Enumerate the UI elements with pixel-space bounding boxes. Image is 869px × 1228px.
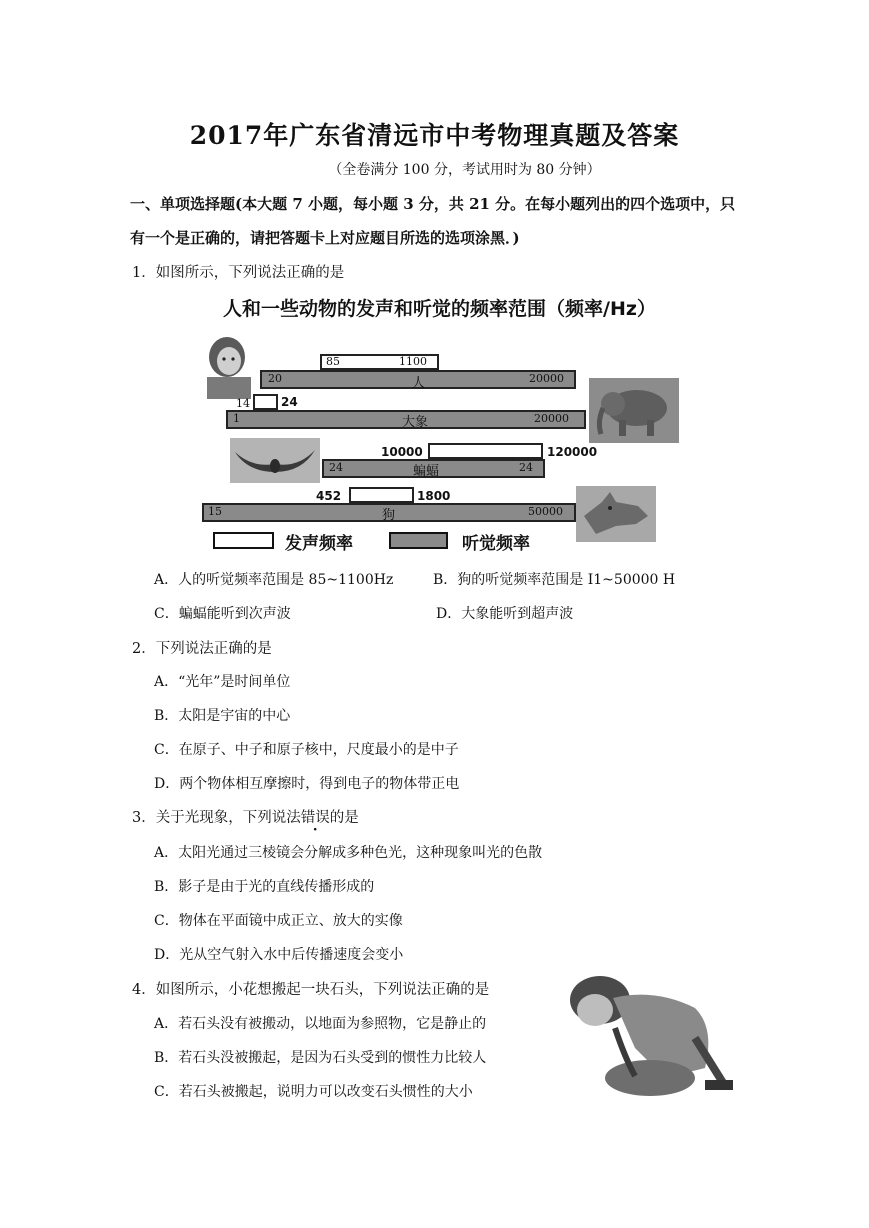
legend-hear-label: 听觉频率 [462, 534, 530, 554]
question-2-stem: 2．下列说法正确的是 [132, 641, 272, 657]
dog-photo [576, 486, 656, 542]
q4-option-c: C．若石头被搬起，说明力可以改变石头惯性的大小 [154, 1084, 473, 1100]
human-hear-low: 20 [268, 372, 282, 385]
q3-option-d: D．光从空气射入水中后传播速度会变小 [154, 947, 404, 963]
legend-hear-swatch [389, 532, 448, 549]
dog-hear-high: 50000 [528, 505, 563, 518]
elephant-hear-low: 1 [233, 412, 240, 425]
q4-option-b: B．若石头没被搬起，是因为石头受到的惯性力比较人 [154, 1050, 487, 1066]
q3-stem-emphasis: 错误 [300, 810, 330, 826]
q2-option-c: C．在原子、中子和原子核中，尺度最小的是中子 [154, 742, 459, 758]
bat-hear-low: 24 [329, 461, 343, 474]
bat-hear-high: 24 [519, 461, 533, 474]
figure-title: 人和一些动物的发声和听觉的频率范围（频率/Hz） [223, 298, 656, 320]
elephant-label: 大象 [402, 415, 429, 430]
human-sound-low: 85 [326, 355, 340, 368]
dog-sound-low: 452 [316, 489, 342, 503]
bat-sound-bar [428, 443, 543, 459]
legend-sound-swatch [213, 532, 274, 549]
q2-option-d: D．两个物体相互摩擦时，得到电子的物体带正电 [154, 776, 460, 792]
q3-stem-pre: 3．关于光现象，下列说法 [132, 810, 301, 826]
dog-label: 狗 [382, 508, 396, 523]
bat-label: 蝙蝠 [413, 464, 440, 479]
human-hear-high: 20000 [529, 372, 564, 385]
human-label: 人 [412, 376, 426, 391]
human-sound-high: 1100 [399, 355, 427, 368]
q3-stem-post: 的是 [329, 810, 359, 826]
q3-option-a: A．太阳光通过三棱镜会分解成多种色光，这种现象叫光的色散 [154, 845, 543, 861]
page-title: 2017年广东省清远市中考物理真题及答案 [189, 121, 680, 150]
q2-option-b: B．太阳是宇宙的中心 [154, 708, 291, 724]
question-1-stem: 1．如图所示，下列说法正确的是 [132, 265, 345, 281]
q3-option-b: B．影子是由于光的直线传播形成的 [154, 879, 375, 895]
elephant-hear-high: 20000 [534, 412, 569, 425]
exam-info: （全卷满分 100 分，考试用时为 80 分钟） [328, 162, 601, 178]
section-heading-line2: 有一个是正确的，请把答题卡上对应题目所选的选项涂黑．) [130, 229, 520, 247]
elephant-sound-low: 14 [236, 397, 250, 410]
q1-option-d: D．大象能听到超声波 [436, 606, 574, 622]
q1-option-b: B．狗的听觉频率范围是 I1~50000 H [433, 572, 676, 588]
elephant-sound-bar [253, 394, 278, 410]
elephant-photo [589, 378, 679, 443]
question-3-stem [132, 806, 359, 827]
q1-option-a: A．人的听觉频率范围是 85~1100Hz [154, 572, 394, 588]
q3-option-c: C．物体在平面镜中成正立、放大的实像 [154, 913, 403, 929]
bat-sound-high: 120000 [547, 445, 598, 459]
q1-option-c: C．蝙蝠能听到次声波 [154, 606, 291, 622]
human-photo [193, 333, 257, 399]
dog-sound-high: 1800 [417, 489, 451, 503]
q4-option-a: A．若石头没有被搬动，以地面为参照物，它是静止的 [154, 1016, 487, 1032]
girl-lifting-stone-illustration [555, 968, 737, 1096]
dog-sound-bar [349, 487, 414, 503]
legend-sound-label: 发声频率 [285, 534, 353, 554]
q2-option-a: A．“光年”是时间单位 [154, 674, 291, 690]
section-heading-line1: 一、单项选择题(本大题 7 小题，每小题 3 分，共 21 分。在每小题列出的四个选项中，只 [130, 195, 736, 213]
dog-hear-low: 15 [208, 505, 222, 518]
question-4-stem: 4．如图所示，小花想搬起一块石头，下列说法正确的是 [132, 982, 490, 998]
elephant-sound-high: 24 [281, 395, 298, 409]
bat-photo [230, 438, 320, 483]
bat-sound-low: 10000 [381, 445, 423, 459]
